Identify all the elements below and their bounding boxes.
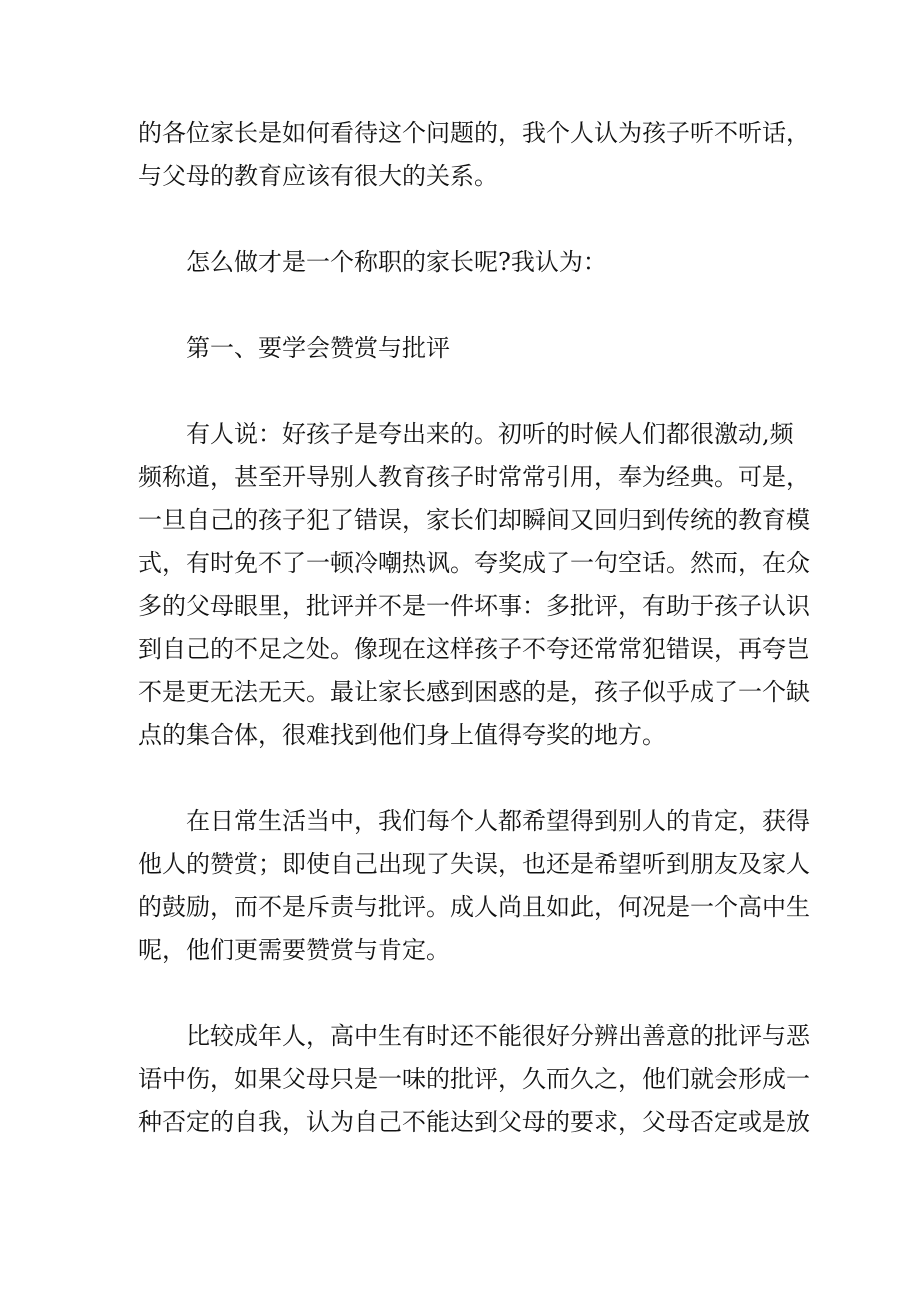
text-line: 到自己的不足之处。像现在这样孩子不夸还常常犯错误，再夸岂 [138, 635, 810, 663]
text-line: 比较成年人，高中生有时还不能很好分辨出善意的批评与恶 [186, 1022, 810, 1050]
section-heading [138, 327, 810, 370]
text-line: 种否定的自我，认为自己不能达到父母的要求，父母否定或是放 [138, 1108, 810, 1136]
text-line: 不是更无法无天。最让家长感到困惑的是，孩子似乎成了一个缺 [138, 678, 810, 706]
paragraph [138, 413, 810, 757]
text-line: 呢，他们更需要赞赏与肯定。 [138, 936, 450, 964]
paragraph [138, 241, 810, 284]
text-line: 多的父母眼里，批评并不是一件坏事：多批评，有助于孩子认识 [138, 592, 810, 620]
text-line: 与父母的教育应该有很大的关系。 [138, 162, 498, 190]
text-line: 怎么做才是一个称职的家长呢?我认为： [186, 248, 607, 276]
text-line: 有人说：好孩子是夸出来的。初听的时候人们都很激动,频 [186, 420, 794, 448]
text-line: 第一、要学会赞赏与批评 [186, 334, 450, 362]
document-body [138, 112, 810, 1187]
text-line: 在日常生活当中，我们每个人都希望得到别人的肯定，获得 [186, 807, 810, 835]
text-line: 的鼓励，而不是斥责与批评。成人尚且如此，何况是一个高中生 [138, 893, 810, 921]
text-line: 语中伤，如果父母只是一味的批评，久而久之，他们就会形成一 [138, 1065, 810, 1093]
text-line: 频称道，甚至开导别人教育孩子时常常引用，奉为经典。可是， [138, 463, 810, 491]
text-line: 的各位家长是如何看待这个问题的，我个人认为孩子听不听话， [138, 119, 810, 147]
paragraph [138, 112, 810, 198]
text-line: 一旦自己的孩子犯了错误，家长们却瞬间又回归到传统的教育模 [138, 506, 810, 534]
paragraph [138, 1015, 810, 1144]
text-line: 点的集合体，很难找到他们身上值得夸奖的地方。 [138, 721, 666, 749]
text-line: 他人的赞赏；即使自己出现了失误，也还是希望听到朋友及家人 [138, 850, 810, 878]
text-line: 式，有时免不了一顿冷嘲热讽。夸奖成了一句空话。然而，在众 [138, 549, 810, 577]
paragraph [138, 800, 810, 972]
